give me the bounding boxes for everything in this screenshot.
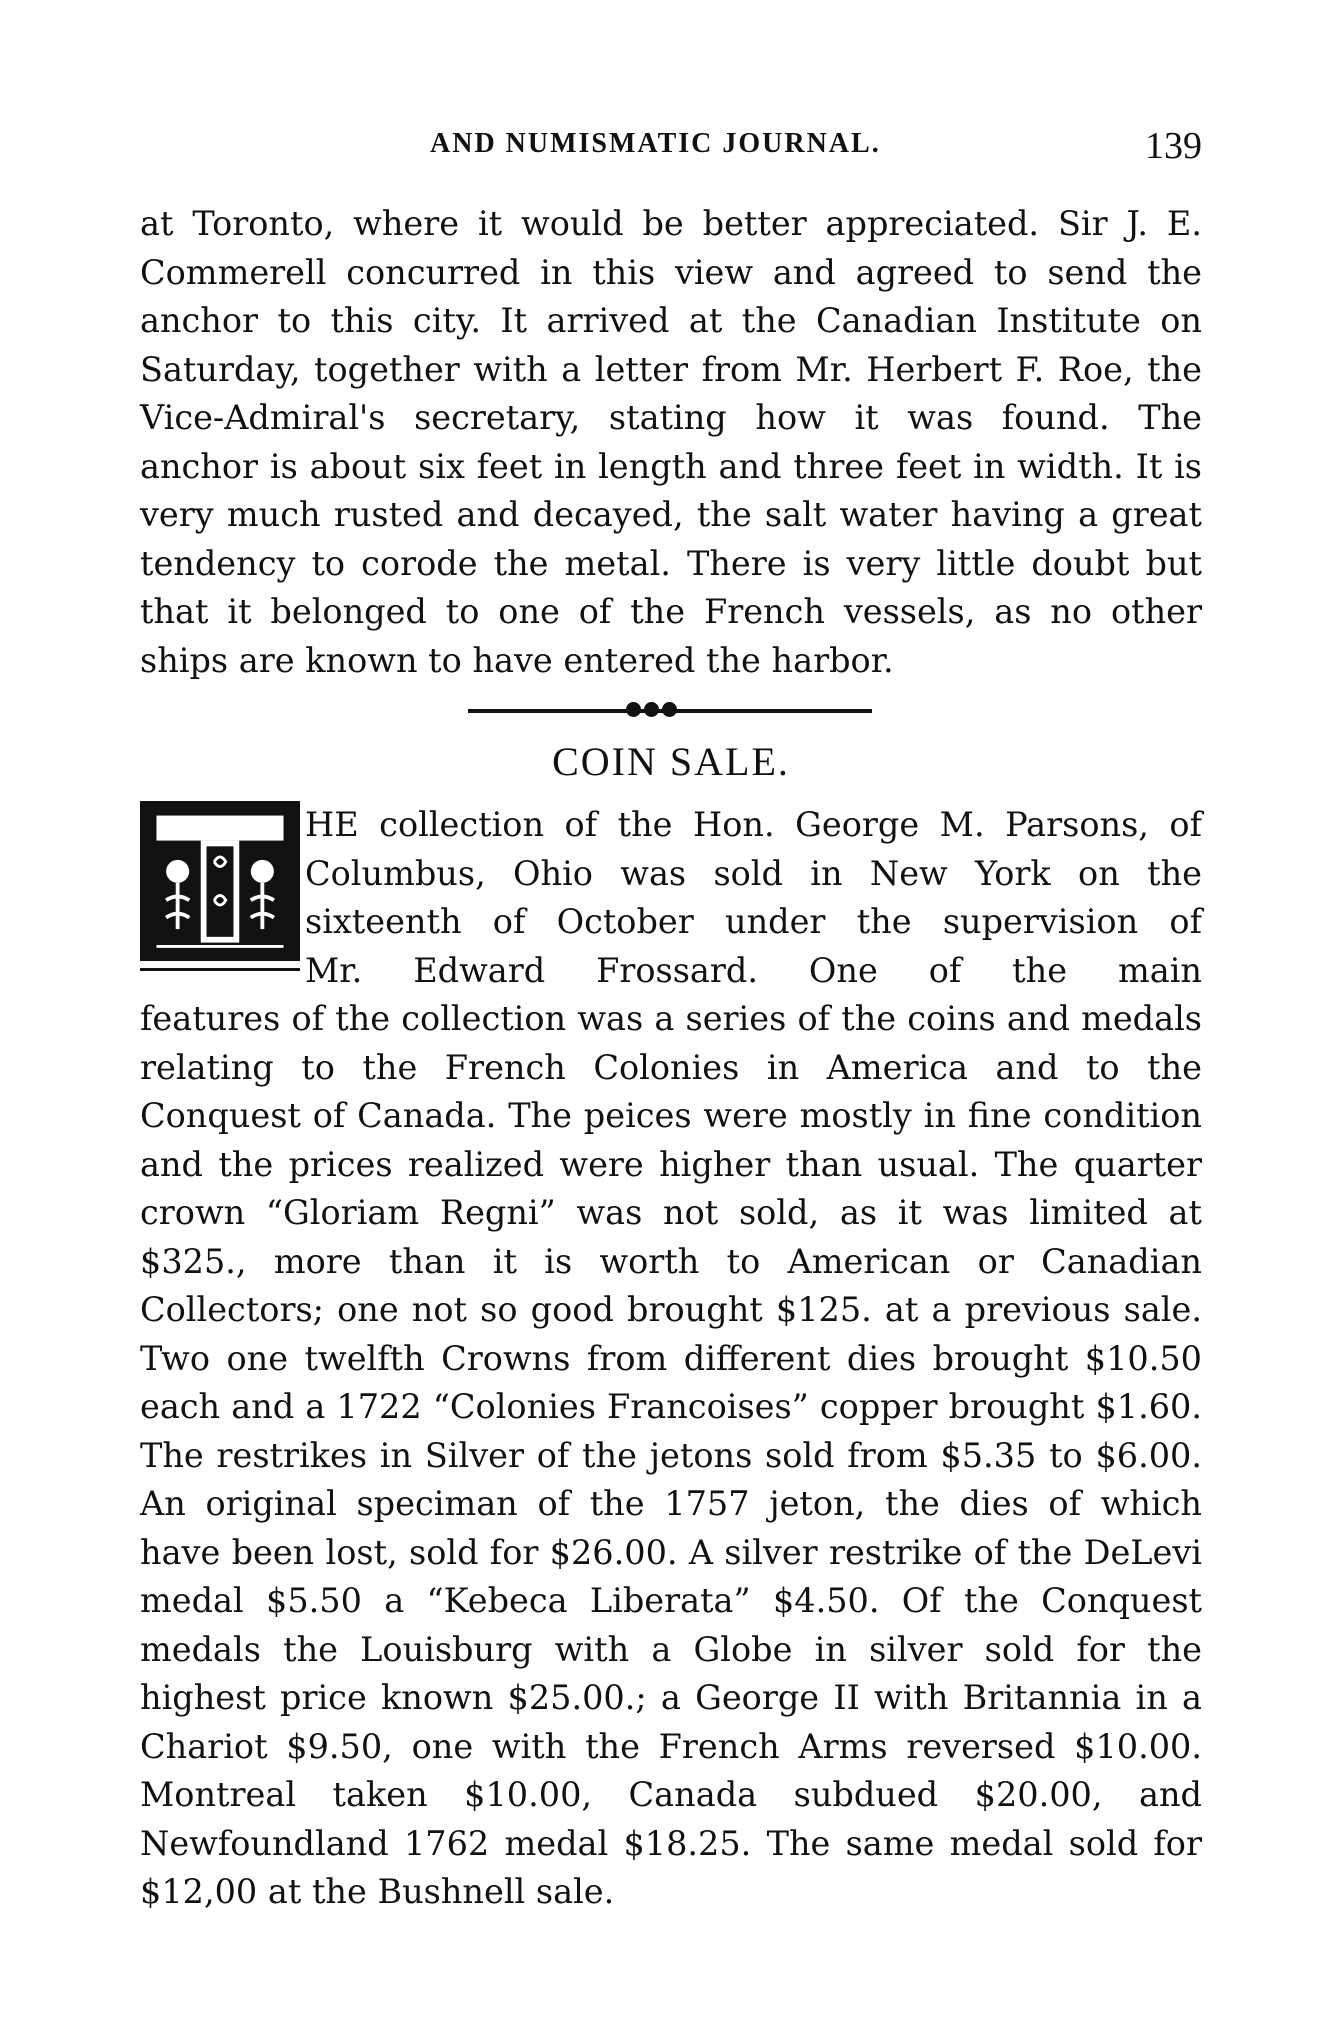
- dropcap-underline: [140, 968, 300, 971]
- page-number: 139: [1145, 125, 1202, 167]
- capline-2: Columbus, Ohio was sold in New York on the: [305, 853, 1202, 893]
- running-head: AND NUMISMATIC JOURNAL.: [430, 128, 881, 159]
- capline-3: sixteenth of October under the supervision of: [305, 902, 1202, 941]
- divider-ornament-icon: [626, 702, 682, 718]
- paragraph-anchor-story: at Toronto, where it would be better appreciated. Sir J. E. Commerell concurred in this view and agreed to send the anchor to this city. It arrived at the Canadian Institute on Saturday, together with a letter from Mr. Herbert F. Roe, the Vice-Admiral's secretary, stating how it was found. The anchor is about six feet in length and three feet in width. It is very much rusted and decayed, the salt water having a great tendency to corode the metal. There is very little doubt but that it belonged to one of the French vessels, as no other ships are known to have entered the harbor.: [140, 204, 1202, 680]
- page-header: [140, 125, 1202, 178]
- capline-1: HE collection of the Hon. George M. Parsons, of: [305, 805, 1202, 844]
- paragraph-coin-sale: features of the collection was a series of the coins and medals relating to the French Colonies in America and to the Conquest of Canada. The peices were mostly in fine condition and the prices realized were higher than usual. The quarter crown “Gloriam Regni” was not sold, as it was limited at $325., more than it is worth to American or Canadian Collectors; one not so good brought $125. at a previous sale. Two one twelfth Crowns from different dies brought $10.50 each and a 1722 “Colonies Francoises” copper brought $1.60. The restrikes in Silver of the jetons sold from $5.35 to $6.00. An original speciman of the 1757 jeton, the dies of which have been lost, sold for $26.00. A silver restrike of the DeLevi medal $5.50 a “Kebeca Liberata” $4.50. Of the Conquest medals the Louisburg with a Globe in silver sold for the highest price known $25.00.; a George II with Britannia in a Chariot $9.50, one with the French Arms reversed $10.00. Montreal taken $10.00, Canada subdued $20.00, and Newfoundland 1762 medal $18.25. The same medal sold for $12,00 at the Bushnell sale.: [140, 999, 1202, 1911]
- ornamental-dropcap-icon: [140, 801, 300, 961]
- section-title: COIN SALE.: [552, 739, 790, 784]
- capline-4: Mr. Edward Frossard. One of the main: [305, 950, 1202, 990]
